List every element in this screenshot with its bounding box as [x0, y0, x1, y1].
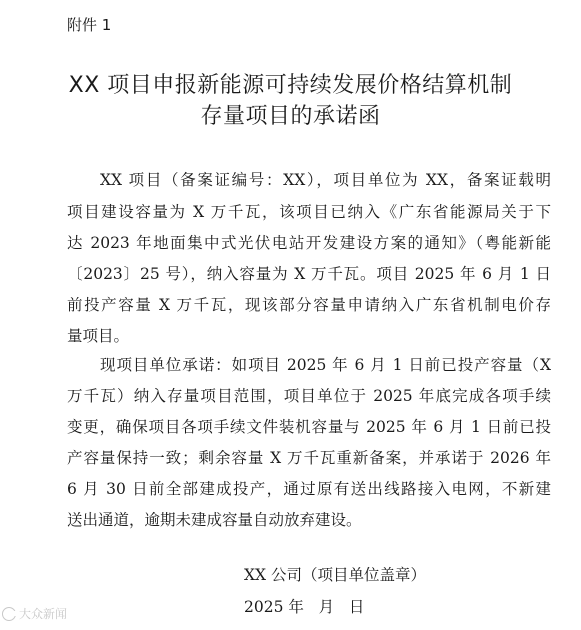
- paragraph-1-line: 量项目。: [67, 327, 130, 345]
- document-title-line-1: XX 项目申报新能源可持续发展价格结算机制: [68, 73, 513, 98]
- attachment-label: 附件 1: [67, 16, 112, 34]
- paragraph-1-line: 〔2023〕25 号），纳入容量为 X 万千瓦。项目 2025 年 6 月 1 日: [67, 265, 551, 283]
- watermark-text: 大众新闻: [19, 607, 68, 621]
- watermark: [2, 606, 67, 622]
- paragraph-1-line: XX 项目（备案证编号：XX），项目单位为 XX，备案证载明: [100, 171, 551, 189]
- signature-date: 2025 年 月 日: [244, 598, 365, 616]
- paragraph-2-line: 产容量保持一致；剩余容量 X 万千瓦重新备案，并承诺于 2026 年: [67, 449, 551, 467]
- paragraph-2-line: 变更，确保项目各项手续文件装机容量与 2025 年 6 月 1 日前已投: [67, 418, 551, 436]
- watermark-logo-icon: [2, 607, 16, 621]
- paragraph-1-line: 项目建设容量为 X 万千瓦，该项目已纳入《广东省能源局关于下: [67, 203, 551, 221]
- paragraph-2-line: 万千瓦）纳入存量项目范围，项目单位于 2025 年底完成各项手续: [67, 387, 551, 405]
- signature-company: XX 公司（项目单位盖章）: [244, 566, 426, 584]
- paragraph-2-line: 送出通道，逾期未建成容量自动放弃建设。: [67, 511, 362, 529]
- paragraph-2-line: 6 月 30 日前全部建成投产，通过原有送出线路接入电网，不新建: [67, 480, 551, 498]
- document-title-line-2: 存量项目的承诺函: [200, 104, 381, 129]
- paragraph-1-line: 达 2023 年地面集中式光伏电站开发建设方案的通知》（粤能新能: [67, 234, 551, 252]
- paragraph-2-line: 现项目单位承诺：如项目 2025 年 6 月 1 日前已投产容量（X: [100, 356, 551, 374]
- paragraph-1-line: 前投产容量 X 万千瓦，现该部分容量申请纳入广东省机制电价存: [67, 296, 551, 314]
